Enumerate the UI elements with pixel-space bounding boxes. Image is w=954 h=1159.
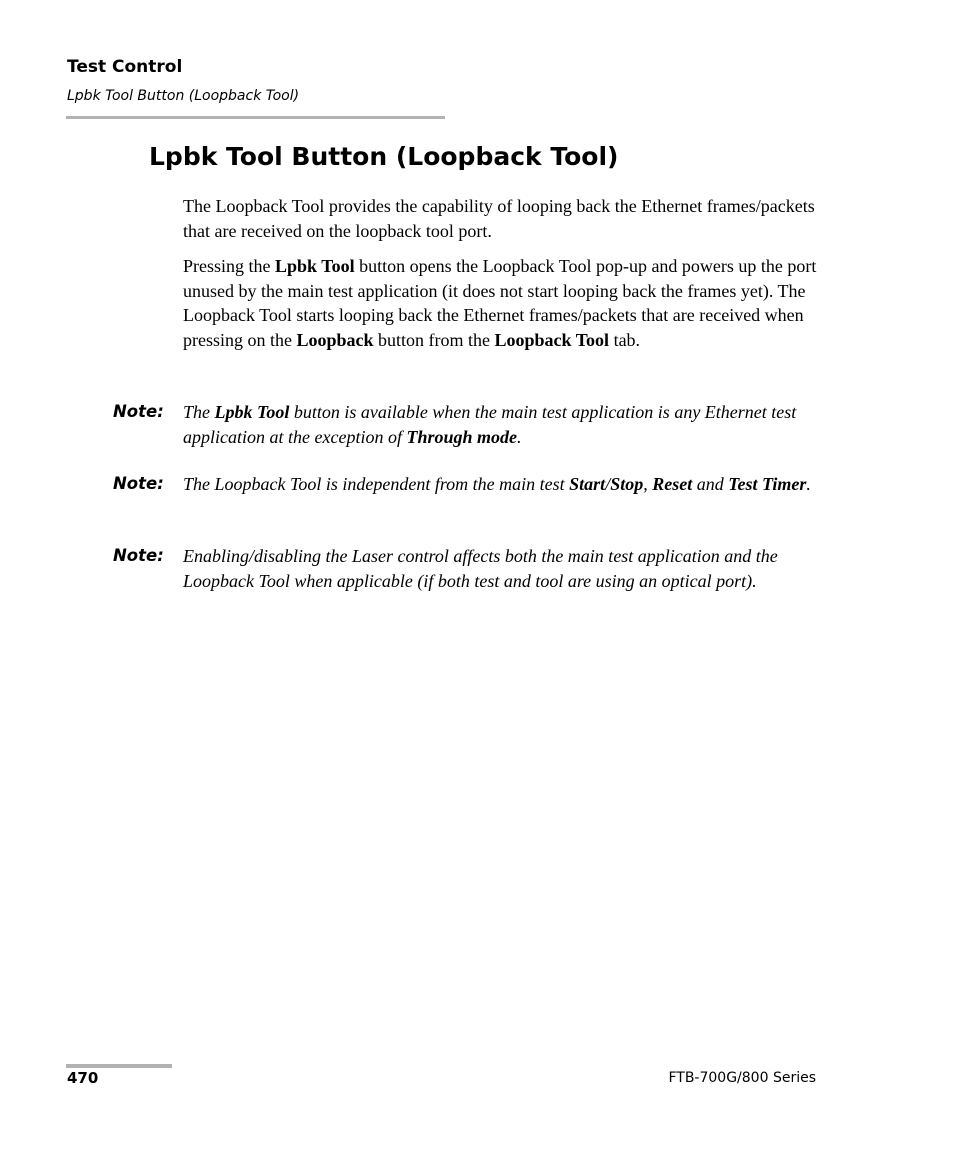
paragraph-lpbk-button (183, 254, 823, 352)
note-lpbk-availability (183, 400, 823, 449)
ui-term-start: Start (569, 474, 606, 494)
footer-rule (66, 1064, 172, 1068)
text-run: / (605, 474, 611, 494)
text-run: , (643, 474, 653, 494)
ui-term-lpbk-tool: Lpbk Tool (214, 402, 290, 422)
ui-term-test-timer: Test Timer (728, 474, 807, 494)
running-header-section: Test Control (67, 57, 183, 77)
page-number: 470 (67, 1069, 99, 1087)
text-run: The Loopback Tool is independent from the main test (183, 474, 570, 494)
page-title: Lpbk Tool Button (Loopback Tool) (149, 142, 619, 171)
ui-term-reset: Reset (652, 474, 693, 494)
running-header-subsection: Lpbk Tool Button (Loopback Tool) (67, 88, 300, 104)
text-run: The (183, 402, 215, 422)
note-independence (183, 472, 823, 497)
note-label: Note: (113, 474, 164, 493)
header-rule (66, 116, 445, 119)
paragraph-intro: The Loopback Tool provides the capability of looping back the Ethernet frames/packets that are received on the loopback tool port. (183, 196, 815, 241)
note-label: Note: (113, 546, 164, 565)
ui-term-loopback: Loopback (296, 329, 374, 350)
ui-term-through-mode: Through mode (406, 426, 517, 447)
text-run: Pressing the (183, 256, 275, 276)
footer-series: FTB-700G/800 Series (668, 1070, 816, 1086)
ui-term-stop: Stop (610, 474, 644, 494)
note-laser-control: Enabling/disabling the Laser control affects both the main test application and the Loopback Tool when applicable (if both test and tool are using an optical port). (183, 546, 778, 591)
ui-term-lpbk-tool: Lpbk Tool (275, 256, 355, 276)
text-run: . (516, 426, 522, 447)
text-run: . (806, 474, 811, 494)
note-label: Note: (113, 402, 164, 421)
text-run: button is available when the main test application is any Ethernet test application at the exception of (183, 402, 797, 447)
ui-term-loopback-tool-tab: Loopback Tool (494, 329, 610, 350)
text-run: button from the (373, 329, 495, 350)
text-run: and (692, 474, 729, 494)
text-run: tab. (609, 329, 641, 350)
text-run: button opens the Loopback Tool pop-up and powers up the port unused by the main test application (it does not start looping back the frames yet). The Loopback Tool starts looping back the Ethernet frames/packets that are received when pressing on the (183, 256, 817, 350)
